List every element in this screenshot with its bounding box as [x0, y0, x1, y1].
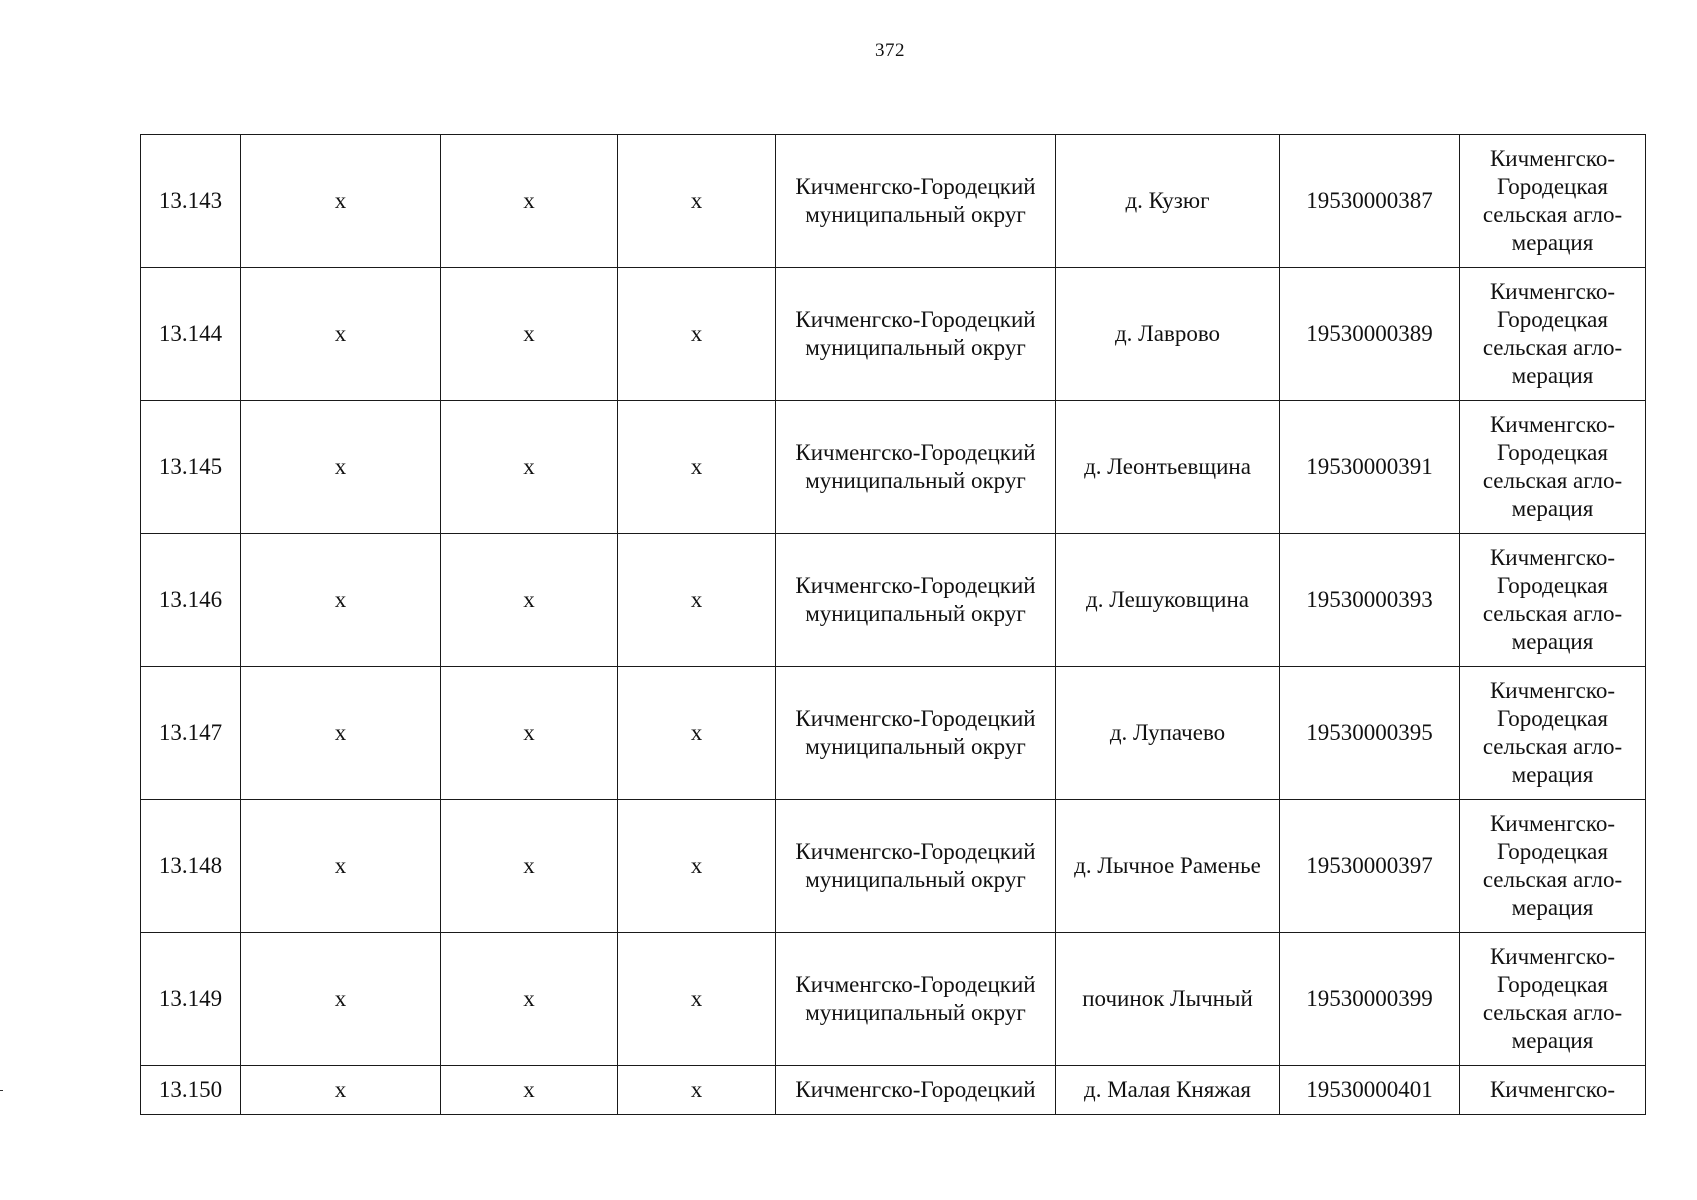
table-row	[141, 1066, 1646, 1115]
agglomeration-cell: Кичменгско-Городецкая сельская агло-мерация	[1460, 933, 1646, 1066]
row-number-cell: 13.145	[141, 401, 241, 534]
column-4-cell: х	[618, 667, 776, 800]
oktmo-code-cell: 19530000395	[1280, 667, 1460, 800]
municipal-district-cell: Кичменгско-Городецкий муниципальный округ	[776, 667, 1056, 800]
agglomeration-cell: Кичменгско-Городецкая сельская агло-мерация	[1460, 135, 1646, 268]
table-row	[141, 268, 1646, 401]
column-4-cell: х	[618, 401, 776, 534]
oktmo-code-cell: 19530000391	[1280, 401, 1460, 534]
settlement-name-cell: д. Кузюг	[1056, 135, 1280, 268]
oktmo-code-cell: 19530000393	[1280, 534, 1460, 667]
column-4-cell: х	[618, 135, 776, 268]
municipal-district-cell: Кичменгско-Городецкий муниципальный округ	[776, 135, 1056, 268]
column-2-cell: х	[241, 534, 441, 667]
settlements-table	[140, 134, 1646, 1115]
column-3-cell: х	[441, 667, 618, 800]
agglomeration-cell: Кичменгско-	[1460, 1066, 1646, 1115]
column-4-cell: х	[618, 933, 776, 1066]
row-number-cell: 13.143	[141, 135, 241, 268]
agglomeration-cell: Кичменгско-Городецкая сельская агло-мерация	[1460, 401, 1646, 534]
agglomeration-cell: Кичменгско-Городецкая сельская агло-мерация	[1460, 534, 1646, 667]
column-2-cell: х	[241, 933, 441, 1066]
column-3-cell: х	[441, 135, 618, 268]
column-3-cell: х	[441, 534, 618, 667]
column-2-cell: х	[241, 1066, 441, 1115]
oktmo-code-cell: 19530000399	[1280, 933, 1460, 1066]
oktmo-code-cell: 19530000397	[1280, 800, 1460, 933]
column-4-cell: х	[618, 1066, 776, 1115]
agglomeration-cell: Кичменгско-Городецкая сельская агло-мерация	[1460, 800, 1646, 933]
row-number-cell: 13.146	[141, 534, 241, 667]
settlement-name-cell: д. Леонтьевщина	[1056, 401, 1280, 534]
row-number-cell: 13.144	[141, 268, 241, 401]
table-row	[141, 534, 1646, 667]
settlement-name-cell: д. Малая Княжая	[1056, 1066, 1280, 1115]
row-number-cell: 13.150	[141, 1066, 241, 1115]
table-row	[141, 135, 1646, 268]
column-4-cell: х	[618, 800, 776, 933]
margin-mark	[0, 1090, 3, 1091]
column-3-cell: х	[441, 1066, 618, 1115]
column-2-cell: х	[241, 135, 441, 268]
settlement-name-cell: д. Лычное Раменье	[1056, 800, 1280, 933]
row-number-cell: 13.147	[141, 667, 241, 800]
column-2-cell: х	[241, 800, 441, 933]
agglomeration-cell: Кичменгско-Городецкая сельская агло-мерация	[1460, 268, 1646, 401]
agglomeration-cell: Кичменгско-Городецкая сельская агло-мерация	[1460, 667, 1646, 800]
settlement-name-cell: починок Лычный	[1056, 933, 1280, 1066]
table-row	[141, 667, 1646, 800]
column-2-cell: х	[241, 401, 441, 534]
column-3-cell: х	[441, 933, 618, 1066]
row-number-cell: 13.149	[141, 933, 241, 1066]
municipal-district-cell: Кичменгско-Городецкий муниципальный округ	[776, 534, 1056, 667]
municipal-district-cell: Кичменгско-Городецкий муниципальный округ	[776, 800, 1056, 933]
municipal-district-cell: Кичменгско-Городецкий муниципальный округ	[776, 268, 1056, 401]
column-4-cell: х	[618, 534, 776, 667]
column-3-cell: х	[441, 268, 618, 401]
table-body	[141, 135, 1646, 1115]
column-2-cell: х	[241, 268, 441, 401]
column-4-cell: х	[618, 268, 776, 401]
municipal-district-cell: Кичменгско-Городецкий муниципальный округ	[776, 401, 1056, 534]
municipal-district-cell: Кичменгско-Городецкий	[776, 1066, 1056, 1115]
page-number: 372	[875, 40, 905, 61]
column-3-cell: х	[441, 401, 618, 534]
column-3-cell: х	[441, 800, 618, 933]
settlement-name-cell: д. Лаврово	[1056, 268, 1280, 401]
oktmo-code-cell: 19530000387	[1280, 135, 1460, 268]
oktmo-code-cell: 19530000401	[1280, 1066, 1460, 1115]
settlement-name-cell: д. Лешуковщина	[1056, 534, 1280, 667]
table-row	[141, 933, 1646, 1066]
municipal-district-cell: Кичменгско-Городецкий муниципальный округ	[776, 933, 1056, 1066]
column-2-cell: х	[241, 667, 441, 800]
settlement-name-cell: д. Лупачево	[1056, 667, 1280, 800]
row-number-cell: 13.148	[141, 800, 241, 933]
table-row	[141, 401, 1646, 534]
oktmo-code-cell: 19530000389	[1280, 268, 1460, 401]
table-row	[141, 800, 1646, 933]
